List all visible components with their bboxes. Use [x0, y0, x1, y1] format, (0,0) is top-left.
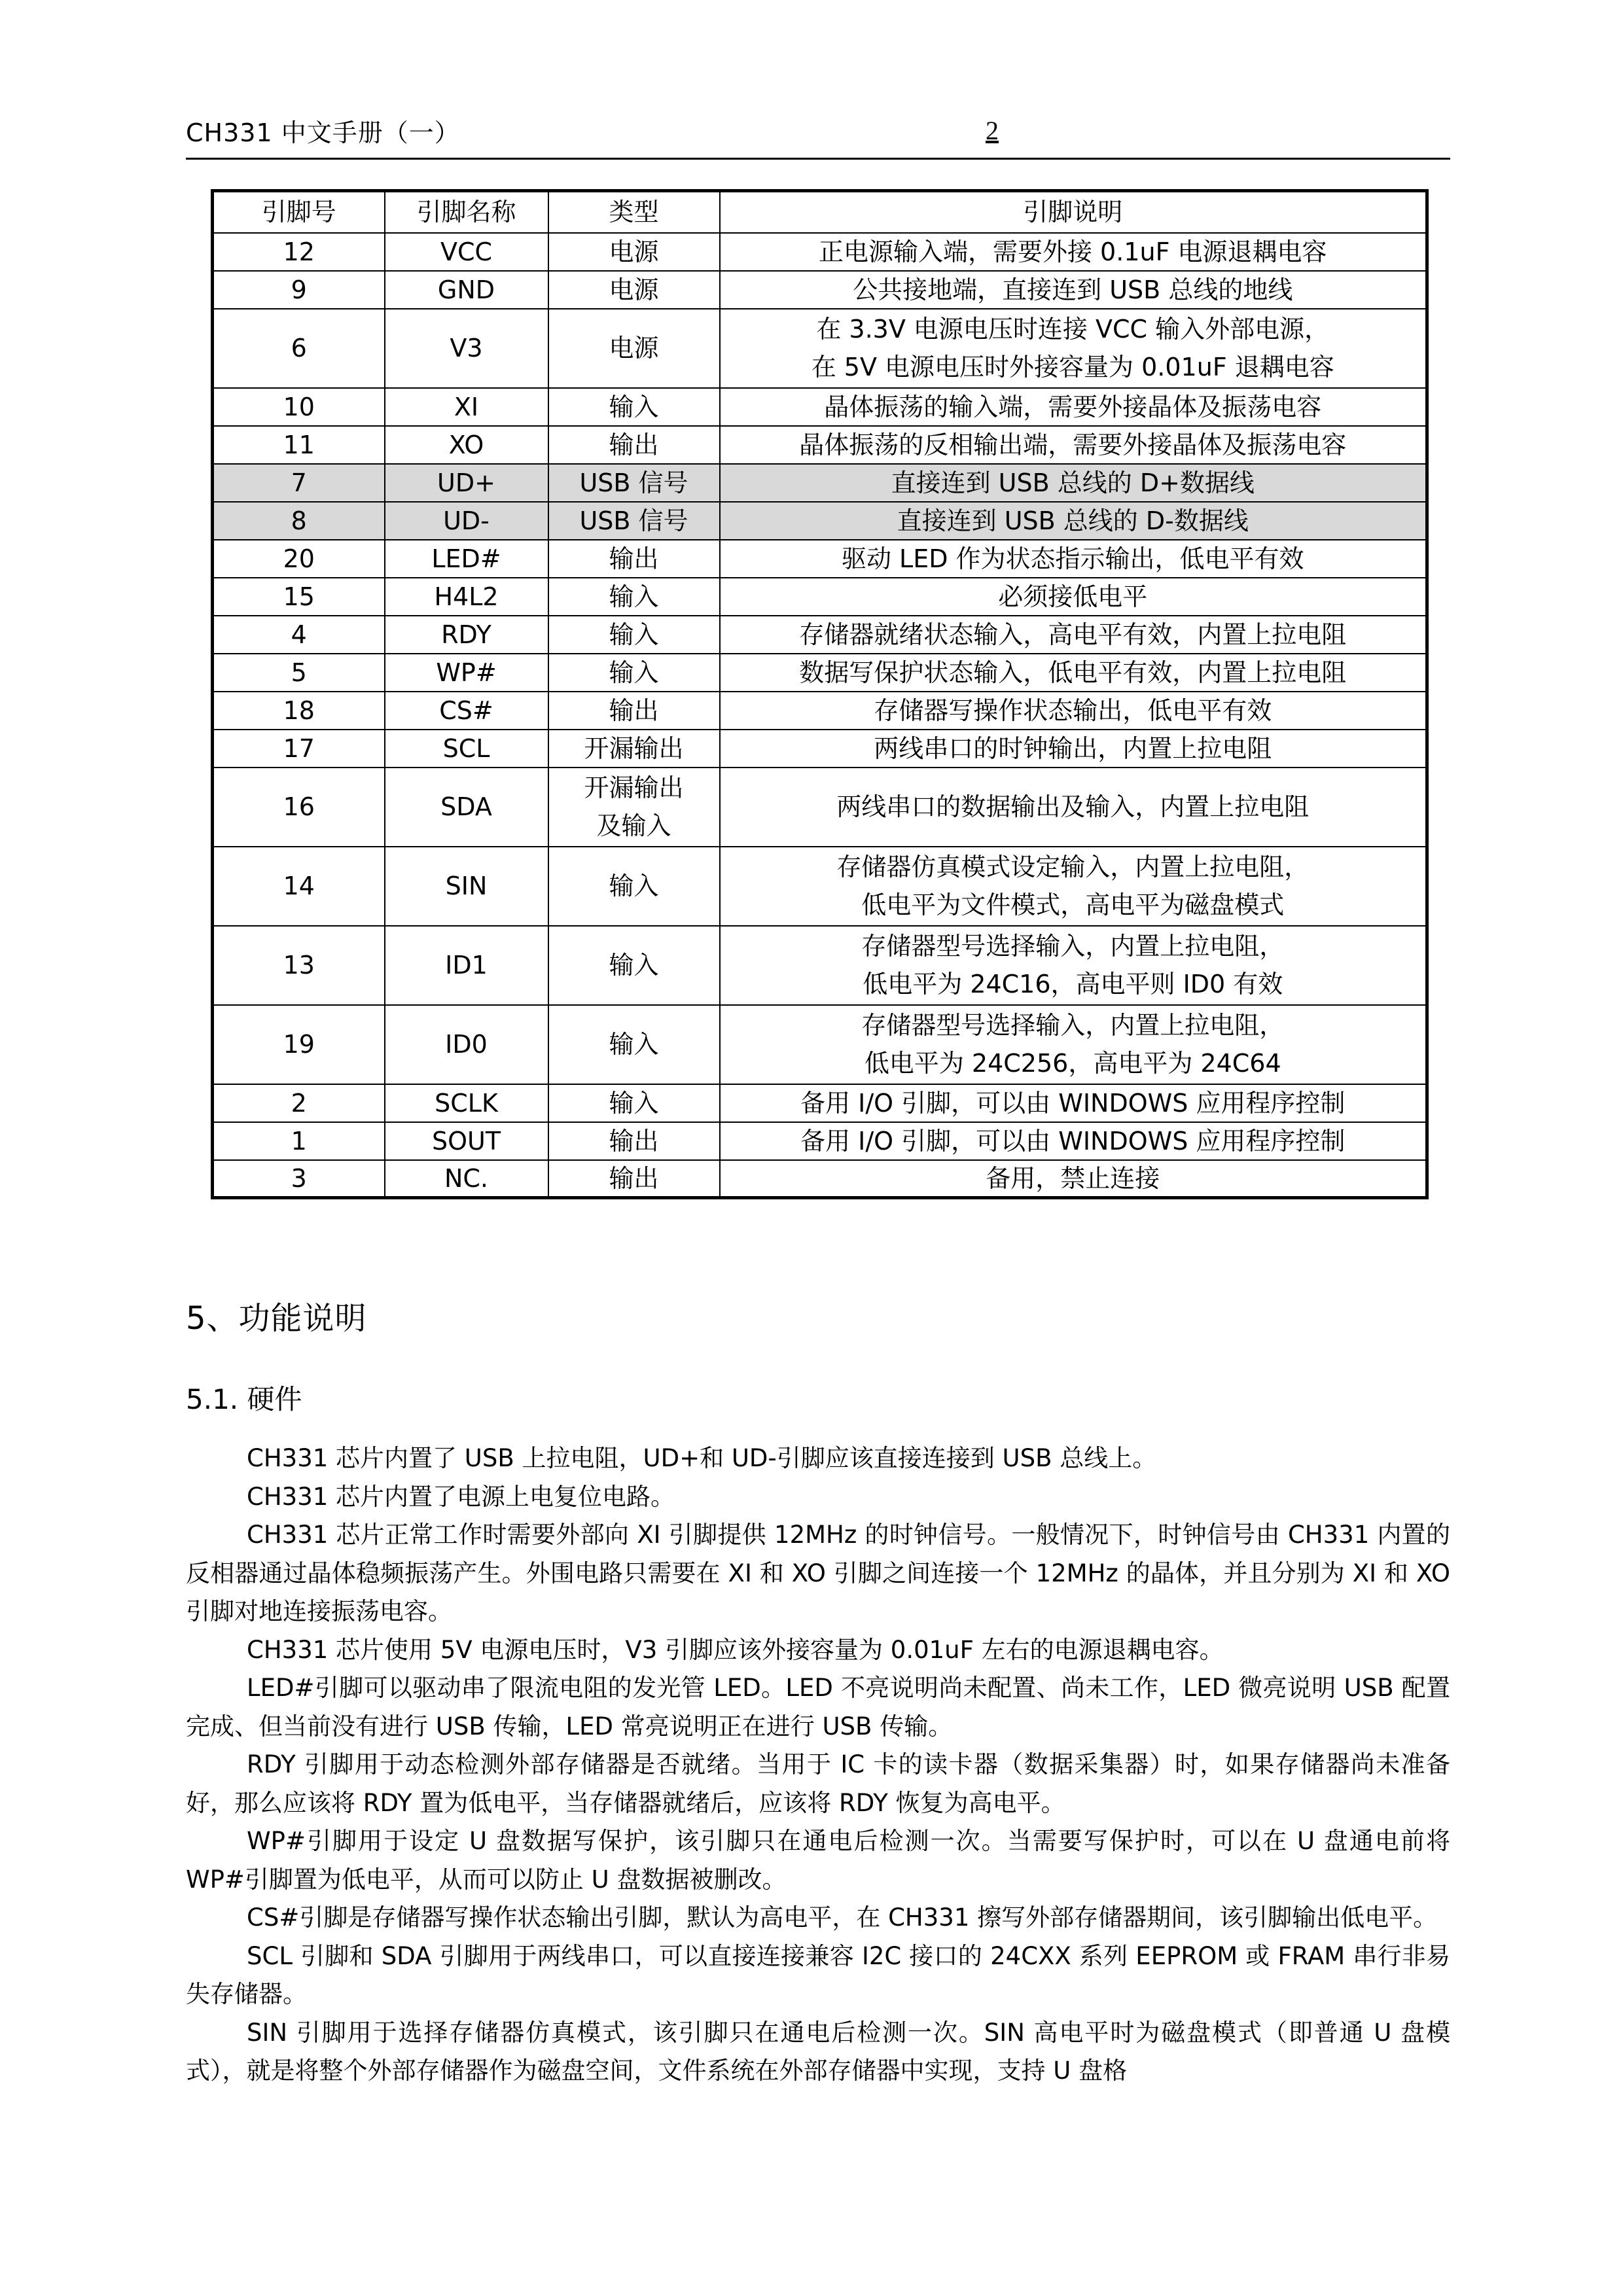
paragraph: CH331 芯片正常工作时需要外部向 XI 引脚提供 12MHz 的时钟信号。一般情况下，时钟信号由 CH331 内置的反相器通过晶体稳频振荡产生。外围电路只需要在 XI 和 XO 引脚之间连接一个 12MHz 的晶体，并且分别为 XI 和 XO 引脚对地连接振荡电容。	[186, 1521, 1450, 1625]
pin-number: 3	[213, 1160, 385, 1198]
pin-name: UD+	[385, 464, 548, 502]
pin-type: 开漏输出	[548, 730, 720, 768]
pin-description: 在 3.3V 电源电压时连接 VCC 输入外部电源， 在 5V 电源电压时外接容量为 0.01uF 退耦电容	[720, 309, 1427, 388]
manual-title: CH331 中文手册（一）	[186, 118, 460, 147]
pin-name: WP#	[385, 654, 548, 692]
pin-type: 输入	[548, 616, 720, 654]
table-row	[213, 768, 1427, 847]
pin-number: 1	[213, 1122, 385, 1160]
pin-type: 输入	[548, 847, 720, 926]
table-row	[213, 692, 1427, 730]
paragraph: CH331 芯片内置了电源上电复位电路。	[247, 1482, 675, 1511]
pin-name: CS#	[385, 692, 548, 730]
table-row-highlighted	[213, 502, 1427, 540]
pin-type: USB 信号	[548, 502, 720, 540]
pin-description: 存储器型号选择输入，内置上拉电阻， 低电平为 24C16，高电平则 ID0 有效	[720, 926, 1427, 1005]
pin-type: 开漏输出 及输入	[548, 768, 720, 847]
pin-type: 电源	[548, 233, 720, 271]
pin-name: V3	[385, 309, 548, 388]
pin-name: GND	[385, 271, 548, 309]
pin-name: SIN	[385, 847, 548, 926]
pin-name: RDY	[385, 616, 548, 654]
pin-number: 10	[213, 388, 385, 426]
paragraph: SCL 引脚和 SDA 引脚用于两线串口，可以直接连接兼容 I2C 接口的 24CXX 系列 EEPROM 或 FRAM 串行非易失存储器。	[186, 1941, 1451, 2008]
pin-type: 输入	[548, 388, 720, 426]
pin-description: 备用，禁止连接	[720, 1160, 1427, 1198]
pin-description: 存储器就绪状态输入，高电平有效，内置上拉电阻	[720, 616, 1427, 654]
table-row	[213, 540, 1427, 578]
pin-description: 两线串口的时钟输出，内置上拉电阻	[720, 730, 1427, 768]
pin-number: 6	[213, 309, 385, 388]
pin-description: 晶体振荡的输入端，需要外接晶体及振荡电容	[720, 388, 1427, 426]
pin-description: 备用 I/O 引脚，可以由 WINDOWS 应用程序控制	[720, 1122, 1427, 1160]
pin-type: 输出	[548, 426, 720, 464]
pin-type: 输入	[548, 578, 720, 616]
pin-description: 直接连到 USB 总线的 D-数据线	[720, 502, 1427, 540]
pin-description: 存储器仿真模式设定输入，内置上拉电阻， 低电平为文件模式，高电平为磁盘模式	[720, 847, 1427, 926]
pin-number: 18	[213, 692, 385, 730]
table-row	[213, 233, 1427, 271]
pin-description: 数据写保护状态输入，低电平有效，内置上拉电阻	[720, 654, 1427, 692]
pin-number: 5	[213, 654, 385, 692]
pin-number: 16	[213, 768, 385, 847]
pin-name: NC.	[385, 1160, 548, 1198]
pin-type: 输出	[548, 1122, 720, 1160]
pin-description: 必须接低电平	[720, 578, 1427, 616]
table-row	[213, 616, 1427, 654]
pin-description: 两线串口的数据输出及输入，内置上拉电阻	[720, 768, 1427, 847]
pin-number: 7	[213, 464, 385, 502]
pin-name: LED#	[385, 540, 548, 578]
pin-number: 20	[213, 540, 385, 578]
table-row	[213, 426, 1427, 464]
pin-table	[211, 189, 1429, 1199]
pin-type: USB 信号	[548, 464, 720, 502]
pin-number: 8	[213, 502, 385, 540]
pin-description: 正电源输入端，需要外接 0.1uF 电源退耦电容	[720, 233, 1427, 271]
pin-number: 19	[213, 1005, 385, 1084]
column-header-description: 引脚说明	[720, 191, 1427, 233]
paragraph: RDY 引脚用于动态检测外部存储器是否就绪。当用于 IC 卡的读卡器（数据采集器）时，如果存储器尚未准备好，那么应该将 RDY 置为低电平，当存储器就绪后，应该将 RDY 恢复为高电平。	[186, 1750, 1450, 1817]
table-row	[213, 730, 1427, 768]
pin-name: SOUT	[385, 1122, 548, 1160]
page-header	[186, 115, 1450, 160]
column-header-pin-number: 引脚号	[213, 191, 385, 233]
pin-type: 电源	[548, 309, 720, 388]
pin-number: 15	[213, 578, 385, 616]
pin-name: XO	[385, 426, 548, 464]
pin-type: 输出	[548, 540, 720, 578]
pin-description: 备用 I/O 引脚，可以由 WINDOWS 应用程序控制	[720, 1084, 1427, 1122]
pin-type: 电源	[548, 271, 720, 309]
pin-type: 输出	[548, 692, 720, 730]
pin-name: SCL	[385, 730, 548, 768]
table-row	[213, 654, 1427, 692]
pin-name: SCLK	[385, 1084, 548, 1122]
pin-name: ID1	[385, 926, 548, 1005]
pin-description: 直接连到 USB 总线的 D+数据线	[720, 464, 1427, 502]
pin-number: 2	[213, 1084, 385, 1122]
paragraph: CH331 芯片使用 5V 电源电压时，V3 引脚应该外接容量为 0.01uF 左右的电源退耦电容。	[247, 1635, 1224, 1664]
column-header-pin-name: 引脚名称	[385, 191, 548, 233]
table-row	[213, 1084, 1427, 1122]
table-row-highlighted	[213, 464, 1427, 502]
table-row	[213, 1122, 1427, 1160]
pin-description: 存储器型号选择输入，内置上拉电阻， 低电平为 24C256，高电平为 24C64	[720, 1005, 1427, 1084]
table-row	[213, 578, 1427, 616]
pin-description: 存储器写操作状态输出，低电平有效	[720, 692, 1427, 730]
pin-name: SDA	[385, 768, 548, 847]
pin-name: H4L2	[385, 578, 548, 616]
paragraph: LED#引脚可以驱动串了限流电阻的发光管 LED。LED 不亮说明尚未配置、尚未工作，LED 微亮说明 USB 配置完成、但当前没有进行 USB 传输，LED 常亮说明正在进行 USB 传输。	[186, 1674, 1450, 1740]
paragraph: WP#引脚用于设定 U 盘数据写保护，该引脚只在通电后检测一次。当需要写保护时，可以在 U 盘通电前将 WP#引脚置为低电平，从而可以防止 U 盘数据被删改。	[186, 1827, 1450, 1894]
pin-description: 晶体振荡的反相输出端，需要外接晶体及振荡电容	[720, 426, 1427, 464]
paragraph: CH331 芯片内置了 USB 上拉电阻，UD+和 UD-引脚应该直接连接到 USB 总线上。	[247, 1444, 1157, 1472]
pin-number: 11	[213, 426, 385, 464]
table-row	[213, 309, 1427, 388]
table-row	[213, 926, 1427, 1005]
subsection-heading: 5.1. 硬件	[186, 1383, 302, 1415]
section-heading: 5、功能说明	[186, 1300, 367, 1337]
pin-name: UD-	[385, 502, 548, 540]
pin-number: 12	[213, 233, 385, 271]
paragraph: CS#引脚是存储器写操作状态输出引脚，默认为高电平，在 CH331 擦写外部存储器期间，该引脚输出低电平。	[247, 1903, 1438, 1932]
column-header-type: 类型	[548, 191, 720, 233]
pin-name: XI	[385, 388, 548, 426]
pin-type: 输入	[548, 1005, 720, 1084]
paragraph: SIN 引脚用于选择存储器仿真模式，该引脚只在通电后检测一次。SIN 高电平时为磁盘模式（即普通 U 盘模式），就是将整个外部存储器作为磁盘空间，文件系统在外部存储器中实现，支持 U 盘格	[186, 2018, 1450, 2085]
table-row	[213, 1160, 1427, 1198]
table-row	[213, 1005, 1427, 1084]
page-number: 2	[986, 116, 999, 145]
table-row	[213, 271, 1427, 309]
pin-name: VCC	[385, 233, 548, 271]
table-row	[213, 388, 1427, 426]
table-header-row	[213, 191, 1427, 233]
pin-description: 公共接地端，直接连到 USB 总线的地线	[720, 271, 1427, 309]
body-text	[186, 1439, 1450, 2091]
pin-type: 输出	[548, 1160, 720, 1198]
pin-number: 9	[213, 271, 385, 309]
pin-type: 输入	[548, 926, 720, 1005]
pin-type: 输入	[548, 654, 720, 692]
pin-number: 17	[213, 730, 385, 768]
pin-number: 4	[213, 616, 385, 654]
table-row	[213, 847, 1427, 926]
pin-number: 14	[213, 847, 385, 926]
pin-name: ID0	[385, 1005, 548, 1084]
pin-description: 驱动 LED 作为状态指示输出，低电平有效	[720, 540, 1427, 578]
pin-number: 13	[213, 926, 385, 1005]
pin-type: 输入	[548, 1084, 720, 1122]
